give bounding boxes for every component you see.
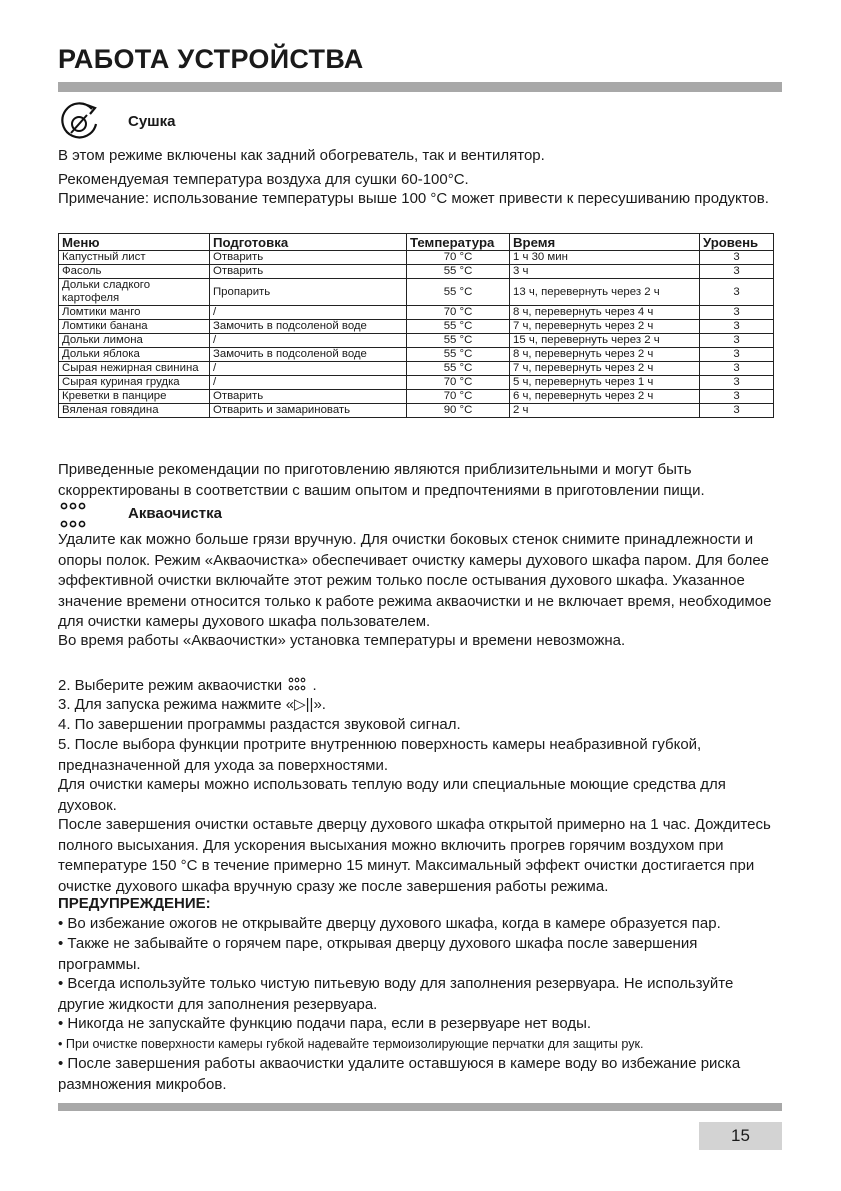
cell-temperature: 90 °С bbox=[407, 404, 510, 418]
step-2-text: 2. Выберите режим акваочистки bbox=[58, 677, 283, 694]
cell-menu: Сырая куриная грудка bbox=[59, 376, 210, 390]
cell-preparation: Пропарить bbox=[210, 279, 407, 306]
drying-note: Примечание: использование температуры выше 100 °С может привести к пересушиванию продуктов. bbox=[58, 190, 769, 207]
cell-level: 3 bbox=[700, 334, 774, 348]
step-5: 5. После выбора функции протрите внутреннюю поверхность камеры неабразивной губкой, предназначенной для ухода за поверхностями. bbox=[58, 736, 702, 774]
drying-section-title: Сушка bbox=[128, 113, 176, 130]
cell-preparation: Замочить в подсоленой воде bbox=[210, 320, 407, 334]
col-header-level: Уровень bbox=[700, 234, 774, 251]
aqua-note: Во время работы «Акваочистки» установка температуры и времени невозможна. bbox=[58, 632, 626, 649]
step-3 bbox=[58, 695, 784, 716]
cell-time: 2 ч bbox=[510, 404, 700, 418]
cell-time: 7 ч, перевернуть через 2 ч bbox=[510, 320, 700, 334]
cell-preparation: Отварить bbox=[210, 251, 407, 265]
step-4: 4. По завершении программы раздастся звуковой сигнал. bbox=[58, 716, 461, 733]
cell-preparation: Отварить и замариновать bbox=[210, 404, 407, 418]
cell-temperature: 55 °С bbox=[407, 265, 510, 279]
cell-temperature: 55 °С bbox=[407, 362, 510, 376]
cell-menu: Фасоль bbox=[59, 265, 210, 279]
warning-item: • При очистке поверхности камеры губкой надевайте термоизолирующие перчатки для защиты рук. bbox=[58, 1037, 644, 1051]
drying-recommendations-table bbox=[58, 233, 774, 418]
cell-level: 3 bbox=[700, 265, 774, 279]
step-3-text: 3. Для запуска режима нажмите « bbox=[58, 696, 295, 713]
cell-preparation: / bbox=[210, 334, 407, 348]
table-row bbox=[59, 251, 774, 265]
cell-menu: Дольки лимона bbox=[59, 334, 210, 348]
step-2-end: . bbox=[312, 677, 317, 694]
table-row bbox=[59, 362, 774, 376]
cell-level: 3 bbox=[700, 348, 774, 362]
cell-menu: Вяленая говядина bbox=[59, 404, 210, 418]
table-row bbox=[59, 306, 774, 320]
cell-time: 8 ч, перевернуть через 2 ч bbox=[510, 348, 700, 362]
table-row bbox=[59, 376, 774, 390]
cell-temperature: 70 °С bbox=[407, 376, 510, 390]
cell-menu: Капустный лист bbox=[59, 251, 210, 265]
warning-item: • Во избежание ожогов не открывайте дверцу духового шкафа, когда в камере образуется пар. bbox=[58, 915, 721, 932]
cell-preparation: / bbox=[210, 362, 407, 376]
step-3-end: ». bbox=[313, 696, 326, 713]
cell-level: 3 bbox=[700, 320, 774, 334]
warning-item: • Никогда не запускайте функцию подачи пара, если в резервуаре нет воды. bbox=[58, 1015, 592, 1032]
drying-description: В этом режиме включены как задний обогреватель, так и вентилятор. bbox=[58, 147, 545, 164]
table-row bbox=[59, 334, 774, 348]
warning-title: ПРЕДУПРЕЖДЕНИЕ: bbox=[58, 895, 211, 912]
table-row bbox=[59, 404, 774, 418]
cell-temperature: 55 °С bbox=[407, 279, 510, 306]
page-title: РАБОТА УСТРОЙСТВА bbox=[58, 44, 364, 74]
cell-time: 5 ч, перевернуть через 1 ч bbox=[510, 376, 700, 390]
col-header-preparation: Подготовка bbox=[210, 234, 407, 251]
table-row bbox=[59, 265, 774, 279]
cell-menu: Ломтики манго bbox=[59, 306, 210, 320]
table-row bbox=[59, 320, 774, 334]
drying-mode-icon bbox=[58, 100, 104, 142]
cell-menu: Креветки в панцире bbox=[59, 390, 210, 404]
warning-item: • После завершения работы акваочистки удалите оставшуюся в камере воду во избежание риска размножения микробов. bbox=[58, 1055, 741, 1093]
cell-level: 3 bbox=[700, 251, 774, 265]
cell-level: 3 bbox=[700, 362, 774, 376]
cell-temperature: 70 °С bbox=[407, 251, 510, 265]
cell-temperature: 55 °С bbox=[407, 348, 510, 362]
cell-level: 3 bbox=[700, 404, 774, 418]
page-number: 15 bbox=[699, 1122, 782, 1150]
cell-level: 3 bbox=[700, 390, 774, 404]
cell-preparation: / bbox=[210, 376, 407, 390]
cell-temperature: 55 °С bbox=[407, 334, 510, 348]
table-row bbox=[59, 390, 774, 404]
aqua-description: Удалите как можно больше грязи вручную. Для очистки боковых стенок снимите принадлежности и опоры полок. Режим «Акваочистка» обеспечивает очистку камеры духового шкафа паром. Для более эффективной очистки включайте этот режим только после остывания духового шкафа. Указанное значение времени относится только к работе режима акваочистки и не включает время, необходимое для очистки камеры духового шкафа пользователем. bbox=[58, 531, 772, 630]
cell-preparation: / bbox=[210, 306, 407, 320]
aqua-section-title: Акваочистка bbox=[128, 505, 222, 522]
cell-menu: Дольки яблока bbox=[59, 348, 210, 362]
cell-level: 3 bbox=[700, 279, 774, 306]
step-2 bbox=[58, 676, 784, 697]
header-divider bbox=[58, 82, 782, 92]
cell-temperature: 70 °С bbox=[407, 306, 510, 320]
cell-preparation: Отварить bbox=[210, 265, 407, 279]
cell-time: 3 ч bbox=[510, 265, 700, 279]
cell-preparation: Замочить в подсоленой воде bbox=[210, 348, 407, 362]
col-header-temperature: Температура bbox=[407, 234, 510, 251]
aqua-after-cleaning: После завершения очистки оставьте дверцу духового шкафа открытой примерно на 1 час. Дождитесь полного высыхания. Для ускорения высыхания можно включить прогрев горячим воздухом при температуре 150 °С в течение примерно 15 минут. Максимальный эффект очистки достигается при очистке духового шкафа вручную сразу же после завершения работы режима. bbox=[58, 816, 771, 895]
cell-time: 13 ч, перевернуть через 2 ч bbox=[510, 279, 700, 306]
drying-recommended-temp: Рекомендуемая температура воздуха для сушки 60-100°С. bbox=[58, 171, 469, 188]
cell-menu: Дольки сладкого картофеля bbox=[59, 279, 210, 306]
start-pause-icon: ▷|| bbox=[294, 696, 314, 713]
table-row bbox=[59, 279, 774, 306]
cell-level: 3 bbox=[700, 376, 774, 390]
cell-time: 1 ч 30 мин bbox=[510, 251, 700, 265]
cell-time: 15 ч, перевернуть через 2 ч bbox=[510, 334, 700, 348]
table-note: Приведенные рекомендации по приготовлению являются приблизительными и могут быть скорректированы в соответствии с вашим опытом и предпочтениями в приготовлении пищи. bbox=[58, 461, 705, 499]
cell-time: 6 ч, перевернуть через 2 ч bbox=[510, 390, 700, 404]
cell-time: 8 ч, перевернуть через 4 ч bbox=[510, 306, 700, 320]
table-row bbox=[59, 348, 774, 362]
steam-dots-icon bbox=[58, 500, 94, 530]
cell-time: 7 ч, перевернуть через 2 ч bbox=[510, 362, 700, 376]
warning-item: • Также не забывайте о горячем паре, открывая дверцу духового шкафа после завершения программы. bbox=[58, 935, 698, 973]
aqua-cleaning-agents: Для очистки камеры можно использовать теплую воду или специальные моющие средства для духовок. bbox=[58, 776, 726, 814]
cell-level: 3 bbox=[700, 306, 774, 320]
cell-preparation: Отварить bbox=[210, 390, 407, 404]
cell-temperature: 55 °С bbox=[407, 320, 510, 334]
warning-item: • Всегда используйте только чистую питьевую воду для заполнения резервуара. Не используйте другие жидкости для заполнения резервуара. bbox=[58, 975, 734, 1013]
table-header-row bbox=[59, 234, 774, 251]
cell-menu: Сырая нежирная свинина bbox=[59, 362, 210, 376]
col-header-menu: Меню bbox=[59, 234, 210, 251]
cell-temperature: 70 °С bbox=[407, 390, 510, 404]
steam-dots-icon bbox=[286, 676, 308, 692]
footer-divider bbox=[58, 1103, 782, 1111]
cell-menu: Ломтики банана bbox=[59, 320, 210, 334]
col-header-time: Время bbox=[510, 234, 700, 251]
